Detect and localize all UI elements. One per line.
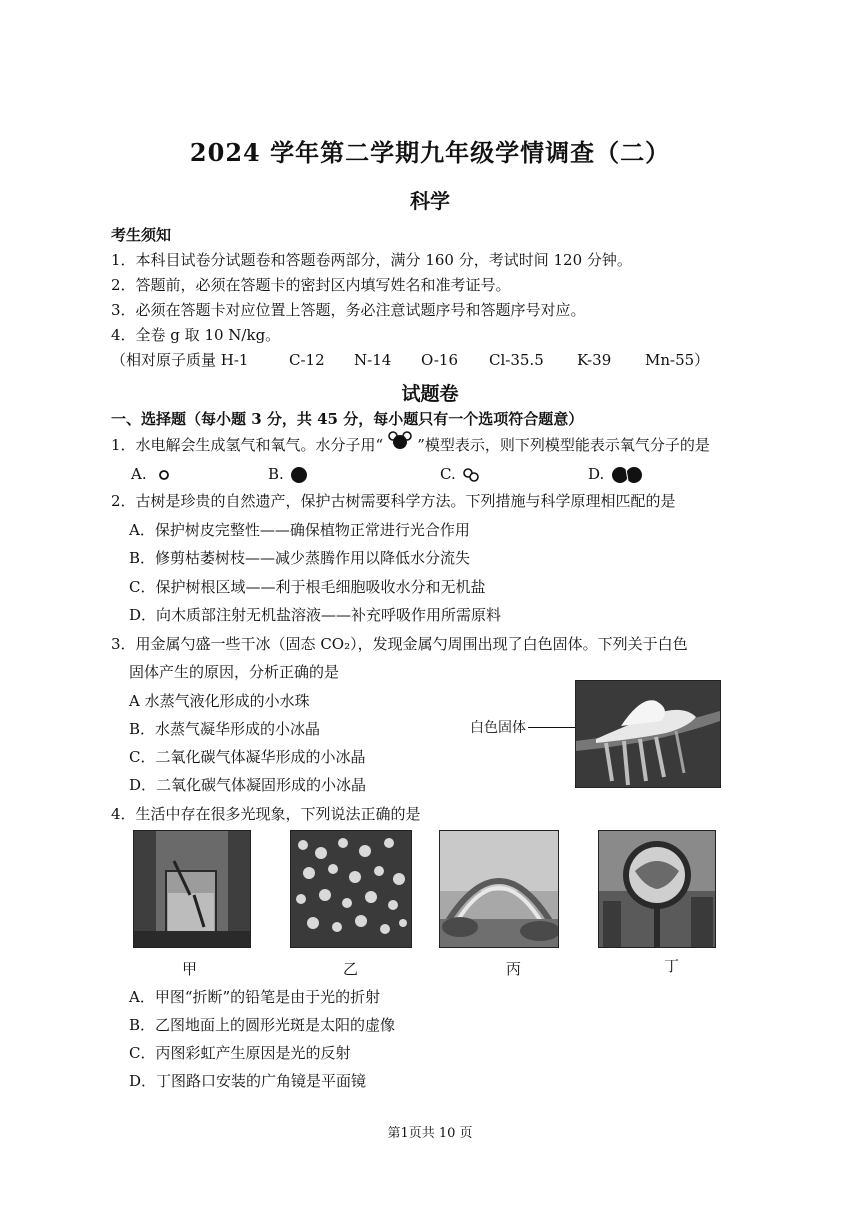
water-molecule-icon: [383, 434, 417, 450]
white-solid-pointer-line: [528, 727, 580, 728]
atomic-mass-prefix: （相对原子质量 H-1: [111, 351, 249, 369]
white-solid-label: 白色固体: [470, 720, 526, 736]
q4-option-b: B．乙图地面上的圆形光斑是太阳的虚像: [129, 1016, 396, 1034]
q1-option-d-label: D.: [588, 465, 605, 483]
photo-ding-convex-mirror: [598, 830, 716, 948]
notice-item-1: 1．本科目试卷分试题卷和答题卷两部分，满分 160 分，考试时间 120 分钟。: [111, 251, 632, 269]
atomic-mass-cl: Cl-35.5: [489, 351, 544, 369]
q4-option-d: D．丁图路口安装的广角镜是平面镜: [129, 1072, 367, 1090]
atomic-mass-o: O-16: [421, 351, 459, 369]
photo-yi-light-spots: [290, 830, 412, 948]
page-number: 第1页共 10 页: [387, 1126, 473, 1141]
atomic-mass-k: K-39: [577, 351, 612, 369]
atomic-mass-n: N-14: [354, 351, 392, 369]
notice-heading: 考生须知: [111, 226, 172, 244]
q1-option-d: [588, 464, 645, 485]
q3-stem-line-2: 固体产生的原因，分析正确的是: [129, 663, 340, 681]
paper-title: 试题卷: [401, 383, 459, 405]
q1-option-c-label: C.: [440, 465, 456, 483]
caption-ding: 丁: [664, 957, 680, 975]
q1-option-a: [131, 464, 171, 484]
q4-option-a: A．甲图“折断”的铅笔是由于光的折射: [129, 988, 381, 1006]
q1-option-b: [268, 464, 309, 485]
notice-item-4: 4．全卷 g 取 10 N/kg。: [111, 326, 281, 344]
q3-option-c: C．二氧化碳气体凝华形成的小冰晶: [129, 748, 366, 766]
q1-option-b-label: B.: [268, 465, 284, 483]
black-atom-icon: [289, 465, 309, 485]
caption-yi: 乙: [343, 960, 359, 978]
atomic-mass-mn: Mn-55）: [645, 351, 710, 369]
q3-option-d: D．二氧化碳气体凝固形成的小冰晶: [129, 776, 367, 794]
q1-stem-start: 1．水电解会生成氢气和氧气。水分子用“: [111, 436, 384, 454]
q2-option-b: B．修剪枯萎树枝——减少蒸腾作用以降低水分流失: [129, 549, 471, 567]
single-atom-icon: [157, 468, 171, 482]
q2-option-d: D．向木质部注射无机盐溶液——补充呼吸作用所需原料: [129, 606, 502, 624]
q1-option-a-label: A.: [131, 465, 147, 483]
section-1-heading: 一、选择题（每小题 3 分，共 45 分，每小题只有一个选项符合题意）: [111, 410, 584, 428]
page-title: 2024 学年第二学期九年级学情调查（二）: [189, 138, 671, 167]
photo-jia-pencil-in-water: [133, 830, 251, 948]
diatomic-black-molecule-icon: [609, 465, 645, 485]
notice-item-2: 2．答题前，必须在答题卡的密封区内填写姓名和准考证号。: [111, 276, 511, 294]
q1-stem: [111, 434, 710, 455]
q3-stem-line-1: 3．用金属勺盛一些干冰（固态 CO₂），发现金属勺周围出现了白色固体。下列关于白色: [111, 635, 688, 653]
diatomic-small-molecule-icon: [461, 465, 481, 485]
q4-stem: 4．生活中存在很多光现象，下列说法正确的是: [111, 805, 421, 823]
photo-bing-rainbow: [439, 830, 559, 948]
q4-option-c: C．丙图彩虹产生原因是光的反射: [129, 1044, 351, 1062]
q3-option-a: A 水蒸气液化形成的小水珠: [129, 692, 310, 710]
q2-stem: 2．古树是珍贵的自然遗产，保护古树需要科学方法。下列措施与科学原理相匹配的是: [111, 492, 676, 510]
atomic-mass-line: [111, 350, 710, 370]
dry-ice-spoon-photo: [575, 680, 721, 788]
notice-item-3: 3．必须在答题卡对应位置上答题，务必注意试题序号和答题序号对应。: [111, 301, 586, 319]
q3-option-b: B．水蒸气凝华形成的小冰晶: [129, 720, 321, 738]
q2-option-c: C．保护树根区域——利于根毛细胞吸收水分和无机盐: [129, 578, 486, 596]
q2-option-a: A．保护树皮完整性——确保植物正常进行光合作用: [129, 521, 470, 539]
caption-jia: 甲: [182, 960, 198, 978]
caption-bing: 丙: [506, 960, 522, 978]
subject-title: 科学: [410, 189, 450, 213]
atomic-mass-c: C-12: [289, 351, 325, 369]
q1-option-c: [440, 464, 481, 485]
q1-stem-end: ”模型表示，则下列模型能表示氧气分子的是: [417, 436, 710, 454]
